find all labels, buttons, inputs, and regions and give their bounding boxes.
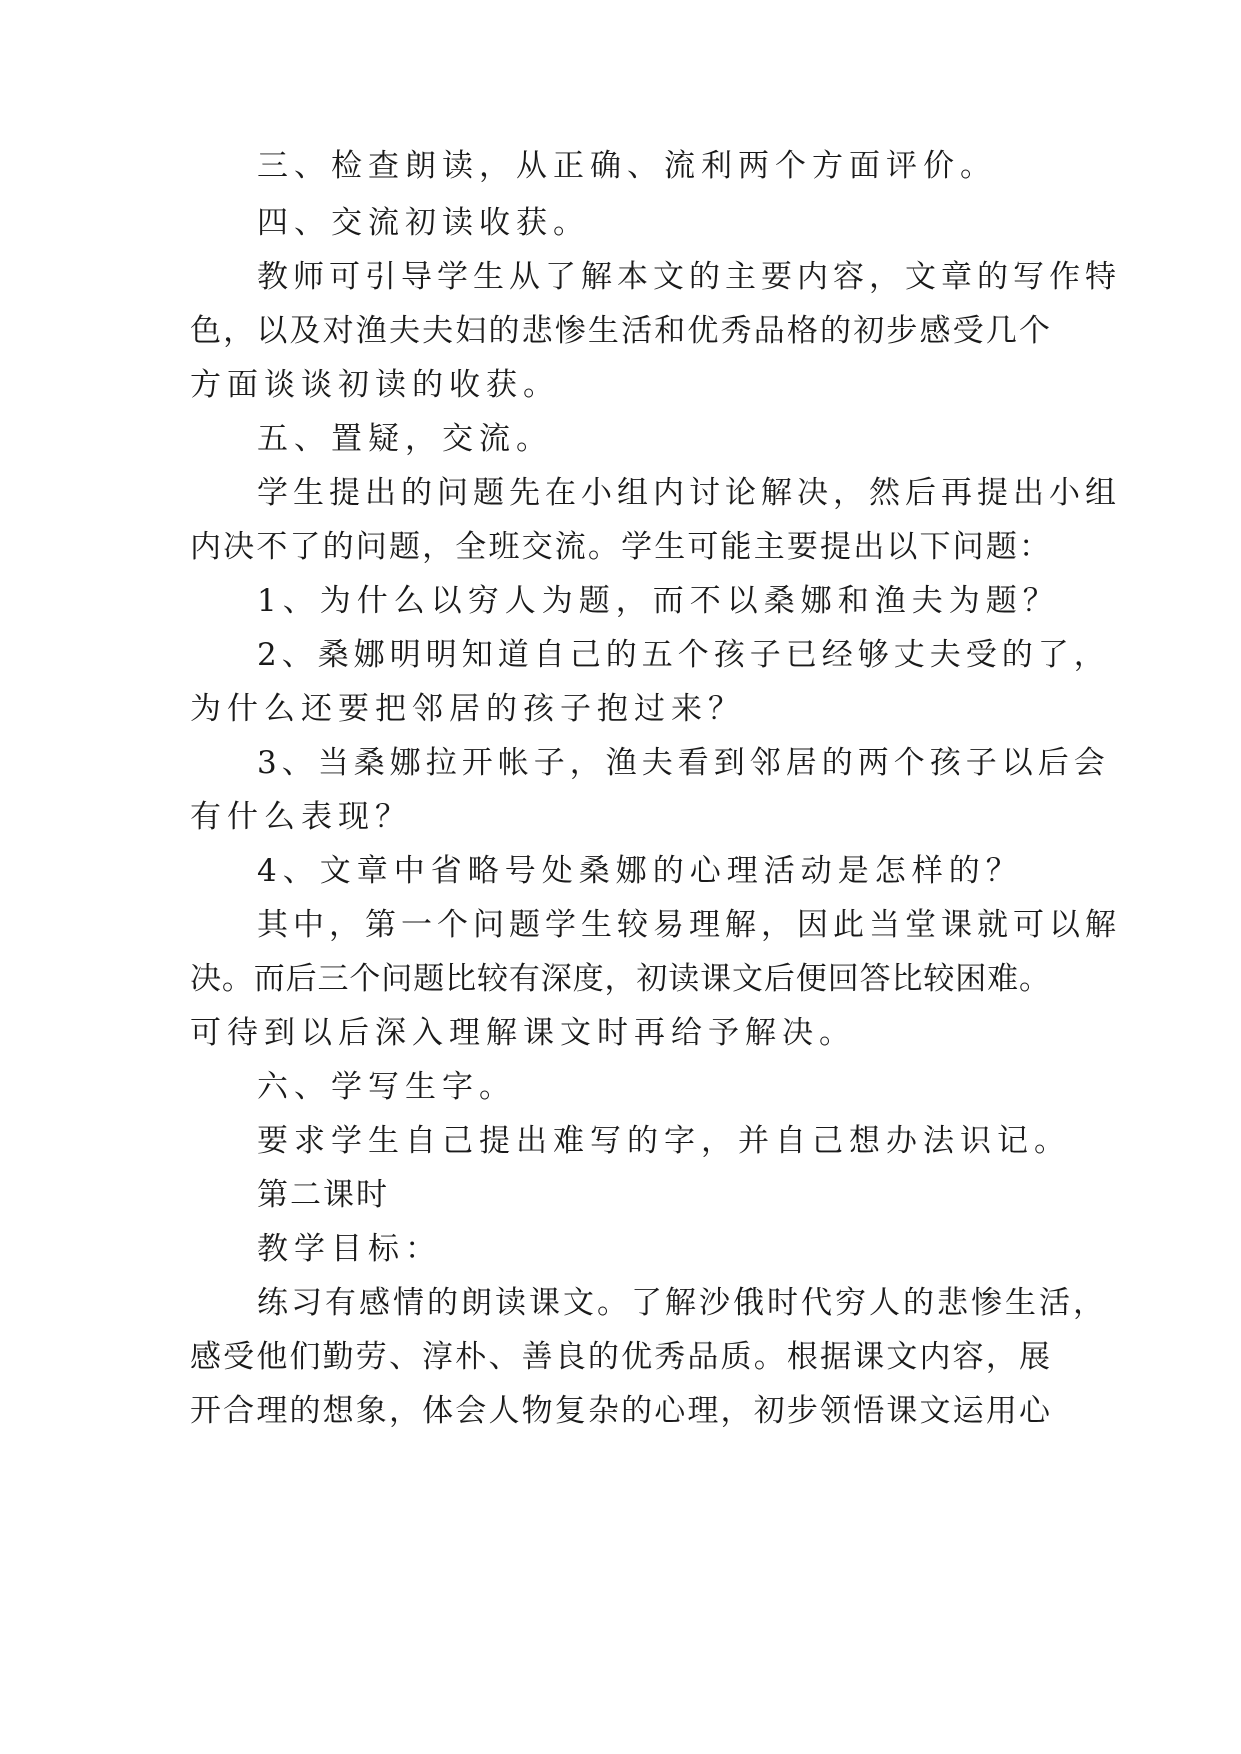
- section-heading-6: 六、学写生字。: [257, 1069, 516, 1105]
- paragraph-line: 要求学生自己提出难写的字，并自己想办法识记。: [257, 1123, 1071, 1159]
- question-3: 3、当桑娜拉开帐子，渔夫看到邻居的两个孩子以后会: [257, 745, 1110, 781]
- paragraph-line: 决。而后三个问题比较有深度，初读课文后便回答比较困难。: [190, 961, 1050, 997]
- question-3-continued: 有什么表现？: [190, 799, 412, 835]
- paragraph-line: 教师可引导学生从了解本文的主要内容，文章的写作特: [257, 259, 1121, 295]
- question-2-continued: 为什么还要把邻居的孩子抱过来？: [190, 691, 745, 727]
- lesson-heading: 第二课时: [257, 1177, 389, 1213]
- paragraph-line: 内决不了的问题，全班交流。学生可能主要提出以下问题：: [190, 529, 1050, 565]
- objectives-heading: 教学目标：: [257, 1231, 442, 1267]
- paragraph-line: 感受他们勤劳、淳朴、善良的优秀品质。根据课文内容，展: [190, 1339, 1050, 1375]
- paragraph-line: 可待到以后深入理解课文时再给予解决。: [190, 1015, 856, 1051]
- paragraph-line: 方面谈谈初读的收获。: [190, 367, 560, 403]
- question-2: 2、桑娜明明知道自己的五个孩子已经够丈夫受的了，: [257, 637, 1110, 673]
- question-4: 4、文章中省略号处桑娜的心理活动是怎样的？: [257, 853, 1023, 889]
- paragraph-line: 色，以及对渔夫夫妇的悲惨生活和优秀品格的初步感受几个: [190, 313, 1050, 349]
- paragraph-line: 其中，第一个问题学生较易理解，因此当堂课就可以解: [257, 907, 1121, 943]
- section-heading-4: 四、交流初读收获。: [257, 205, 590, 241]
- question-1: 1、为什么以穷人为题，而不以桑娜和渔夫为题？: [257, 583, 1060, 619]
- paragraph-line: 练习有感情的朗读课文。了解沙俄时代穷人的悲惨生活，: [257, 1285, 1107, 1321]
- section-heading-3: 三、检查朗读，从正确、流利两个方面评价。: [257, 148, 997, 184]
- section-heading-5: 五、置疑，交流。: [257, 421, 553, 457]
- paragraph-line: 学生提出的问题先在小组内讨论解决，然后再提出小组: [257, 475, 1121, 511]
- paragraph-line: 开合理的想象，体会人物复杂的心理，初步领悟课文运用心: [190, 1393, 1050, 1429]
